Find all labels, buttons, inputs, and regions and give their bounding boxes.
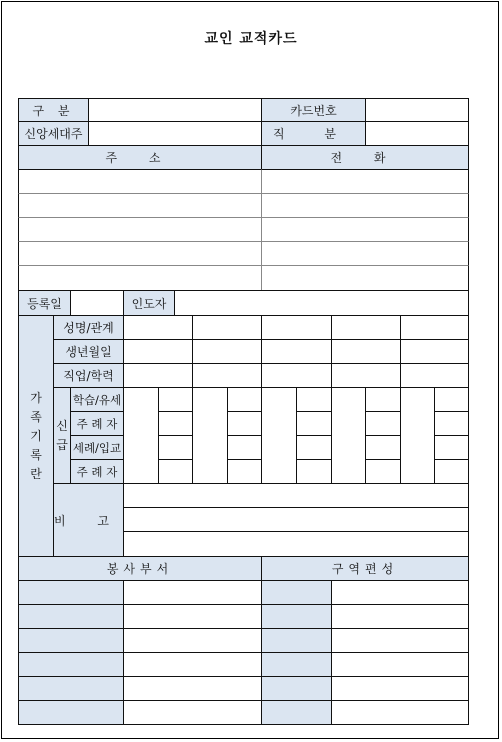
faith-entry-field[interactable] (296, 387, 332, 412)
service-department-header: 봉사부서 (18, 556, 262, 581)
guide-field[interactable] (174, 290, 469, 316)
card-number-field[interactable] (365, 98, 469, 122)
faith-entry-field[interactable] (434, 387, 469, 412)
officiant-label: 주 례 자 (70, 459, 124, 484)
page-title: 교인 교적카드 (204, 31, 298, 47)
faith-entry-field[interactable] (296, 459, 332, 484)
member-field[interactable] (331, 339, 401, 364)
faith-entry-field[interactable] (434, 459, 469, 484)
registration-date-field[interactable] (70, 290, 124, 316)
phone-header: 전 화 (261, 145, 469, 170)
member-field[interactable] (123, 315, 193, 340)
faith-entry-field[interactable] (296, 435, 332, 460)
learning-infant-label: 학습/유세 (70, 387, 124, 412)
member-field[interactable] (400, 339, 469, 364)
address-header: 주 소 (18, 145, 262, 170)
address-field[interactable] (18, 241, 262, 266)
baptism-confirmation-label: 세례/입교 (70, 435, 124, 460)
phone-field[interactable] (261, 265, 469, 291)
service-label-cell (18, 604, 124, 629)
remarks-field[interactable] (123, 483, 469, 508)
member-field[interactable] (192, 363, 262, 388)
position-label: 직 분 (261, 121, 366, 146)
member-field[interactable] (123, 339, 193, 364)
service-field[interactable] (123, 580, 262, 605)
district-label-cell (261, 628, 332, 653)
faith-entry-field[interactable] (365, 459, 401, 484)
address-field[interactable] (18, 169, 262, 194)
address-field[interactable] (18, 193, 262, 218)
district-field[interactable] (331, 580, 469, 605)
address-field[interactable] (18, 265, 262, 291)
card-number-label: 카드번호 (261, 98, 366, 122)
member-field[interactable] (192, 339, 262, 364)
officiant-label: 주 례 자 (70, 411, 124, 436)
faith-entry-field[interactable] (227, 435, 262, 460)
district-header: 구역편성 (261, 556, 469, 581)
district-field[interactable] (331, 700, 469, 725)
faith-date-field[interactable] (123, 387, 159, 484)
faith-entry-field[interactable] (365, 435, 401, 460)
faith-entry-field[interactable] (227, 411, 262, 436)
service-field[interactable] (123, 700, 262, 725)
service-field[interactable] (123, 604, 262, 629)
service-field[interactable] (123, 652, 262, 677)
district-label-cell (261, 676, 332, 701)
service-label-cell (18, 580, 124, 605)
faith-entry-field[interactable] (434, 411, 469, 436)
phone-field[interactable] (261, 217, 469, 242)
service-label-cell (18, 652, 124, 677)
faith-date-field[interactable] (192, 387, 228, 484)
faith-entry-field[interactable] (158, 435, 193, 460)
member-field[interactable] (261, 315, 332, 340)
registration-date-label: 등록일 (18, 290, 71, 316)
member-field[interactable] (331, 315, 401, 340)
remarks-field[interactable] (123, 507, 469, 532)
district-field[interactable] (331, 604, 469, 629)
faith-grade-label: 신 급 (53, 387, 71, 484)
faith-date-field[interactable] (331, 387, 366, 484)
district-field[interactable] (331, 676, 469, 701)
family-record-label: 가 족 기 록 란 (18, 315, 54, 557)
faith-entry-field[interactable] (227, 459, 262, 484)
district-label-cell (261, 580, 332, 605)
faith-entry-field[interactable] (158, 387, 193, 412)
guide-label: 인도자 (123, 290, 175, 316)
faith-entry-field[interactable] (365, 411, 401, 436)
phone-field[interactable] (261, 193, 469, 218)
member-field[interactable] (331, 363, 401, 388)
faith-entry-field[interactable] (365, 387, 401, 412)
service-field[interactable] (123, 628, 262, 653)
birthdate-label: 생년월일 (53, 339, 124, 364)
remarks-field[interactable] (123, 531, 469, 557)
district-field[interactable] (331, 652, 469, 677)
member-field[interactable] (261, 363, 332, 388)
head-of-household-label: 신앙세대주 (18, 121, 89, 146)
member-field[interactable] (400, 315, 469, 340)
head-of-household-field[interactable] (88, 121, 262, 146)
job-education-label: 직업/학력 (53, 363, 124, 388)
address-field[interactable] (18, 217, 262, 242)
faith-entry-field[interactable] (434, 435, 469, 460)
district-label-cell (261, 652, 332, 677)
faith-entry-field[interactable] (296, 411, 332, 436)
member-field[interactable] (261, 339, 332, 364)
name-relation-label: 성명/관계 (53, 315, 124, 340)
position-field[interactable] (365, 121, 469, 146)
phone-field[interactable] (261, 169, 469, 194)
member-field[interactable] (123, 363, 193, 388)
district-label-cell (261, 700, 332, 725)
division-field[interactable] (88, 98, 262, 122)
member-field[interactable] (192, 315, 262, 340)
service-field[interactable] (123, 676, 262, 701)
member-field[interactable] (400, 363, 469, 388)
district-field[interactable] (331, 628, 469, 653)
faith-date-field[interactable] (400, 387, 435, 484)
service-label-cell (18, 676, 124, 701)
remarks-label: 비 고 (53, 483, 124, 557)
faith-entry-field[interactable] (158, 411, 193, 436)
faith-entry-field[interactable] (227, 387, 262, 412)
service-label-cell (18, 700, 124, 725)
faith-entry-field[interactable] (158, 459, 193, 484)
phone-field[interactable] (261, 241, 469, 266)
division-label: 구 분 (18, 98, 89, 122)
district-label-cell (261, 604, 332, 629)
faith-date-field[interactable] (261, 387, 297, 484)
service-label-cell (18, 628, 124, 653)
